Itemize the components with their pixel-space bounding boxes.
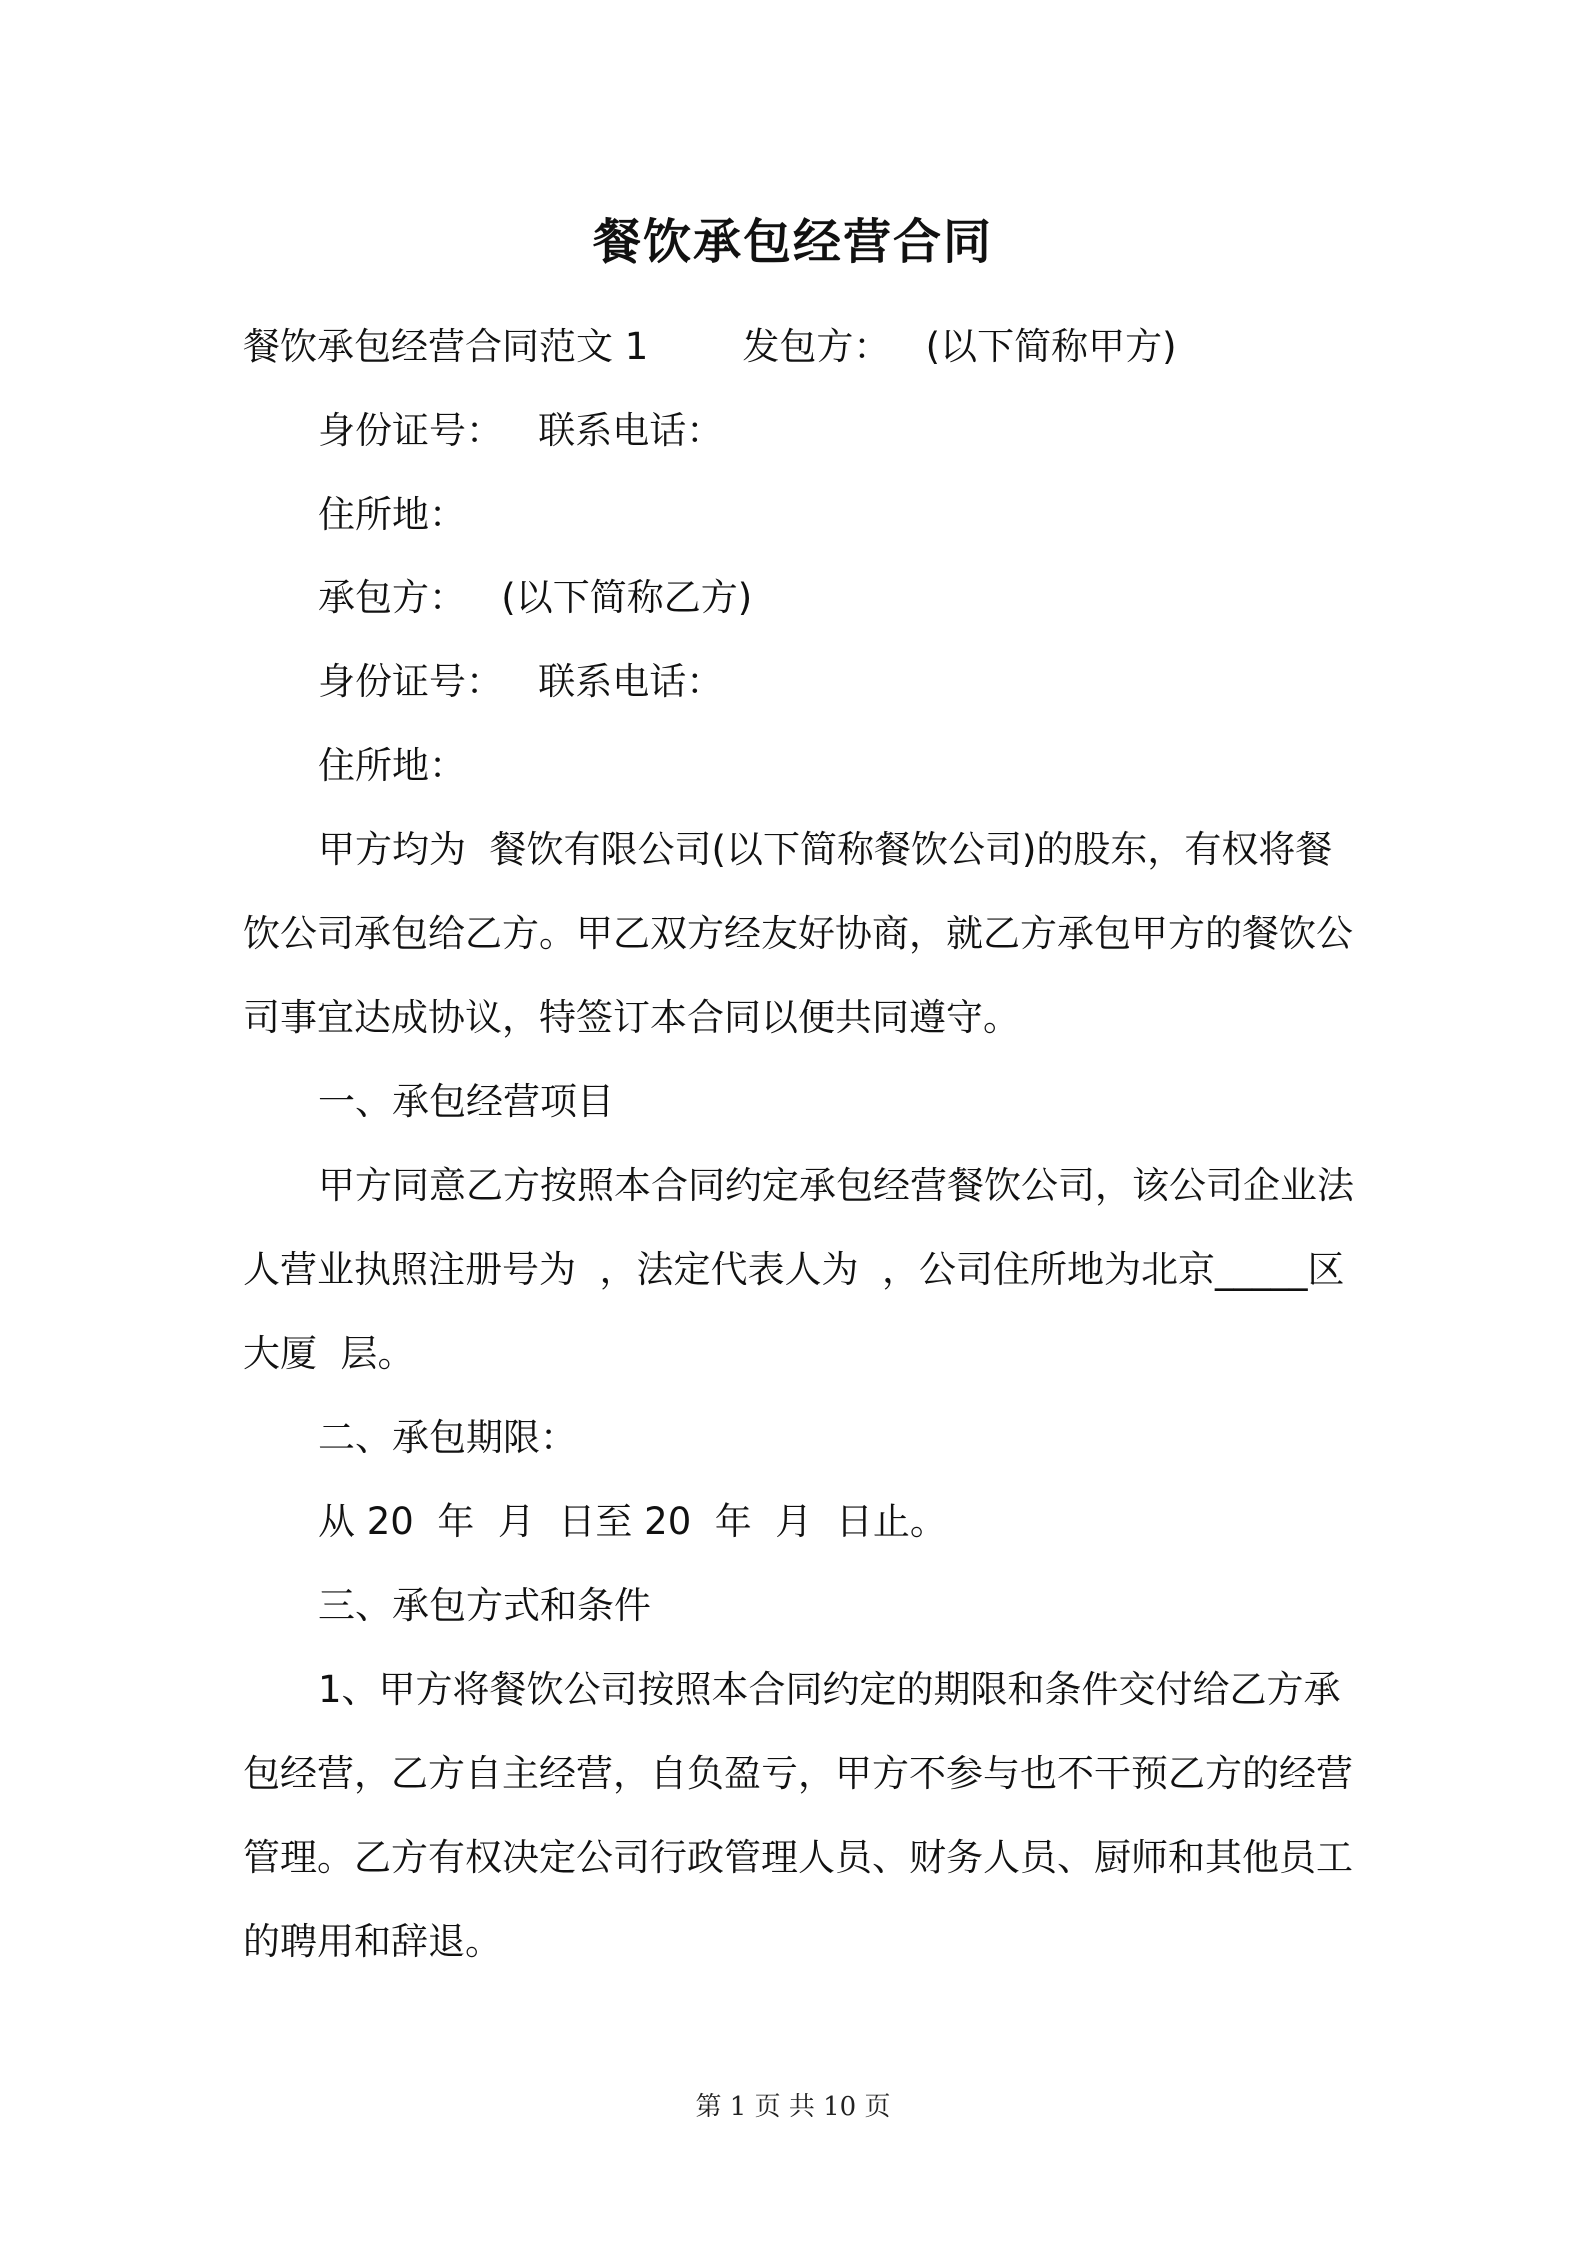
paragraph-line: 管理。乙方有权决定公司行政管理人员、财务人员、厨师和其他员工 xyxy=(243,1836,1353,1879)
page-number-footer: 第 1 页 共 10 页 xyxy=(695,2092,891,2122)
party-b-id-phone: 身份证号： 联系电话： xyxy=(318,660,724,703)
document-title: 餐饮承包经营合同 xyxy=(592,214,993,270)
intro-line: 餐饮承包经营合同范文 1 发包方： (以下简称甲方) xyxy=(243,325,1177,368)
paragraph-line: 1、甲方将餐饮公司按照本合同约定的期限和条件交付给乙方承 xyxy=(318,1668,1341,1711)
paragraph-line: 包经营，乙方自主经营，自负盈亏，甲方不参与也不干预乙方的经营 xyxy=(243,1752,1353,1795)
party-a-id-phone: 身份证号： 联系电话： xyxy=(318,409,724,452)
paragraph-line: 饮公司承包给乙方。甲乙双方经友好协商，就乙方承包甲方的餐饮公 xyxy=(243,912,1353,955)
section-heading-3: 三、承包方式和条件 xyxy=(318,1584,651,1627)
party-b-label: 承包方： (以下简称乙方) xyxy=(318,576,753,619)
party-b-address: 住所地： xyxy=(318,744,466,787)
party-a-address: 住所地： xyxy=(318,493,466,536)
paragraph-line: 大厦 层。 xyxy=(243,1332,415,1375)
paragraph-line: 甲方同意乙方按照本合同约定承包经营餐饮公司，该公司企业法 xyxy=(318,1164,1354,1207)
paragraph-line: 人营业执照注册号为 ，法定代表人为 ，公司住所地为北京_____区 xyxy=(243,1248,1345,1291)
term-line: 从 20 年 月 日至 20 年 月 日止。 xyxy=(318,1500,947,1543)
section-heading-1: 一、承包经营项目 xyxy=(318,1080,614,1123)
paragraph-line: 的聘用和辞退。 xyxy=(243,1920,502,1963)
paragraph-line: 司事宜达成协议，特签订本合同以便共同遵守。 xyxy=(243,996,1020,1039)
paragraph-line: 甲方均为 餐饮有限公司(以下简称餐饮公司)的股东，有权将餐 xyxy=(318,828,1333,871)
section-heading-2: 二、承包期限： xyxy=(318,1416,577,1459)
